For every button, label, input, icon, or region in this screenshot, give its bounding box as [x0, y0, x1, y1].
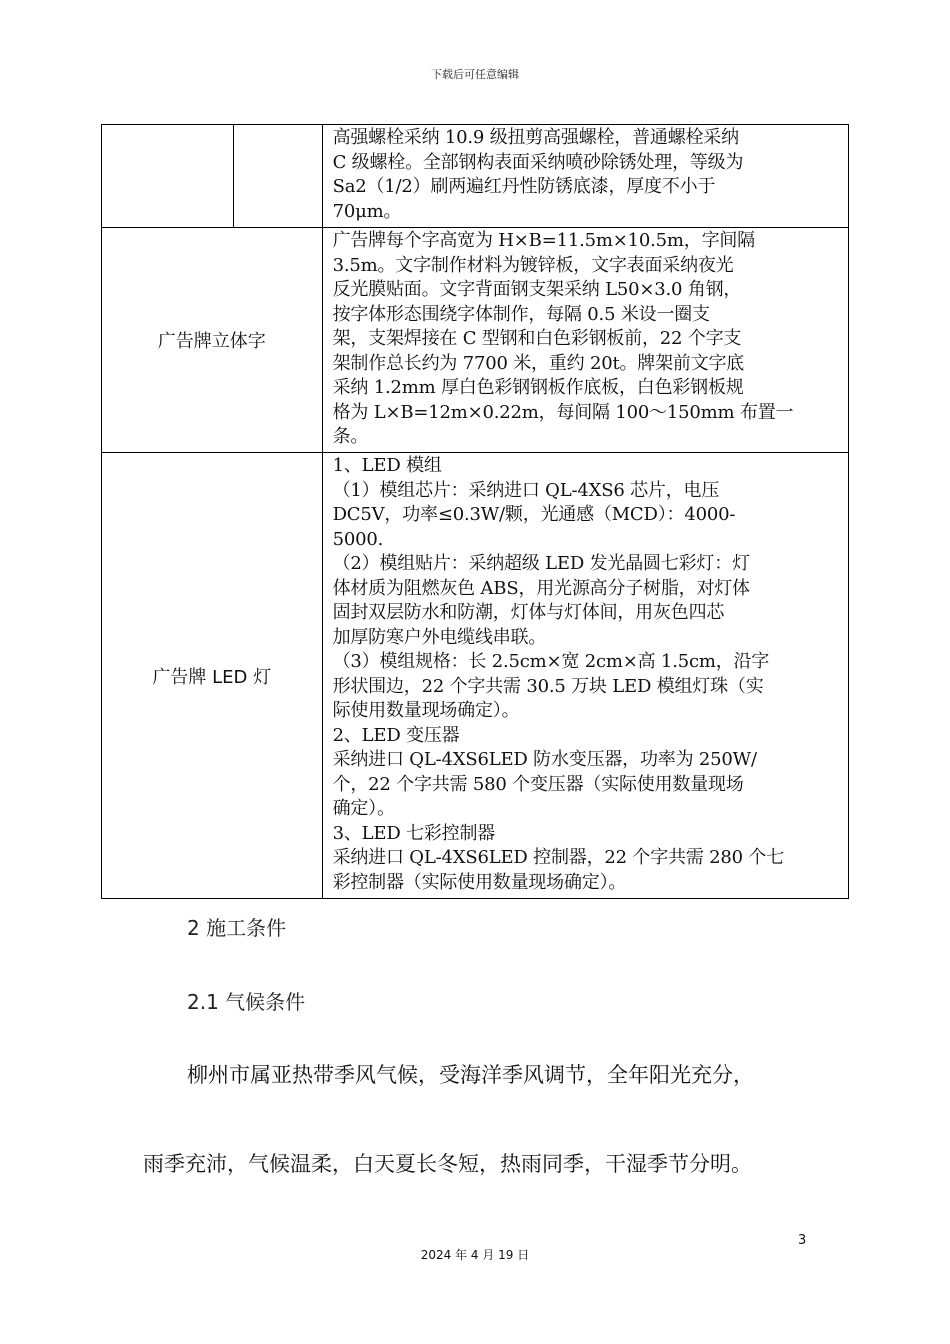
footer-date: 2024 年 4 月 19 日	[420, 1248, 530, 1262]
row3-line: 形状围边，22 个字共需 30.5 万块 LED 模组灯珠（实	[332, 675, 764, 697]
table-row-3d-letters	[102, 228, 849, 453]
row3-line: 采纳进口 QL-4XS6LED 控制器，22 个字共需 280 个七	[332, 847, 785, 868]
row3-line: 彩控制器（实际使用数量现场确定）。	[332, 871, 627, 893]
row1-line: 70μm。	[332, 200, 402, 222]
subsection-heading: 2.1 气候条件	[187, 990, 306, 1014]
row1-description	[323, 125, 848, 224]
row3-line: （1）模组芯片：采纳进口 QL-4XS6 芯片，电压	[332, 479, 720, 501]
row2-description	[323, 228, 848, 450]
row2-line: 采纳 1.2mm 厚白色彩钢钢板作底板，白色彩钢板规	[332, 377, 744, 398]
row3-line: 采纳进口 QL-4XS6LED 防水变压器，功率为 250W/	[332, 749, 757, 770]
row3-line: 个，22 个字共需 580 个变压器（实际使用数量现场	[332, 773, 744, 795]
row3-line: 际使用数量现场确定）。	[332, 700, 520, 721]
table-row-led	[102, 453, 849, 899]
row1-name-cell	[102, 125, 234, 228]
row1-line: 高强螺栓采纳 10.9 级扭剪高强螺栓，普通螺栓采纳	[332, 127, 739, 148]
row3-line: 3、LED 七彩控制器	[332, 822, 496, 844]
paragraph-line: 柳州市属亚热带季风气候，受海洋季风调节，全年阳光充分，	[187, 1063, 754, 1087]
row3-name: 广告牌 LED 灯	[102, 453, 323, 899]
row1-line: Sa2（1/2）刷两遍红丹性防锈底漆，厚度不小于	[332, 176, 716, 197]
row2-line: 按字体形态围绕字体制作，每隔 0.5 米设一圈支	[332, 303, 710, 325]
row3-line: 5000.	[332, 528, 384, 550]
row2-line: 架制作总长约为 7700 米，重约 20t。牌架前文字底	[332, 352, 745, 374]
section-heading: 2 施工条件	[187, 916, 287, 940]
row2-line: 3.5m。文字制作材料为镀锌板，文字表面采纳夜光	[332, 254, 734, 276]
row2-line: 格为 L×B=12m×0.22m，每间隔 100～150mm 布置一	[332, 401, 794, 423]
row3-line: 2、LED 变压器	[332, 724, 460, 746]
row3-line: （3）模组规格：长 2.5cm×宽 2cm×高 1.5cm，沿字	[332, 651, 770, 672]
row2-line: 反光膜贴面。文字背面钢支架采纳 L50×3.0 角钢，	[332, 279, 742, 300]
row2-line: 广告牌每个字高宽为 H×B=11.5m×10.5m，字间隔	[332, 230, 755, 251]
row2-line: 架，支架焊接在 C 型钢和白色彩钢板前，22 个字支	[332, 328, 742, 349]
row3-line: （2）模组贴片：采纳超级 LED 发光晶圆七彩灯：灯	[332, 553, 750, 574]
row3-desc-cell	[322, 453, 848, 899]
row3-line: 加厚防寒户外电缆线串联。	[332, 626, 547, 648]
row2-desc-cell	[322, 228, 848, 453]
table-row-bolts	[102, 125, 849, 228]
row1-sub-cell	[234, 125, 322, 228]
row2-name: 广告牌立体字	[102, 228, 323, 453]
spec-table	[101, 124, 849, 899]
row3-line: 确定）。	[332, 798, 395, 819]
row3-line: DC5V，功率≤0.3W/颗，光通感（MCD）：4000-	[332, 504, 736, 525]
page-number: 3	[798, 1233, 807, 1248]
paragraph-line: 雨季充沛，气候温柔，白天夏长冬短，热雨同季，干湿季节分明。	[143, 1152, 752, 1176]
row3-line: 固封双层防水和防潮，灯体与灯体间，用灰色四芯	[332, 602, 725, 623]
page-header: 下载后可任意编辑	[431, 68, 519, 81]
row2-line: 条。	[332, 426, 369, 447]
row1-line: C 级螺栓。全部钢构表面采纳喷砂除锈处理，等级为	[332, 151, 744, 173]
row3-description	[323, 453, 848, 895]
row1-desc-cell	[322, 125, 848, 228]
row3-line: 1、LED 模组	[332, 455, 442, 476]
row3-line: 体材质为阻燃灰色 ABS，用光源高分子树脂，对灯体	[332, 577, 750, 599]
